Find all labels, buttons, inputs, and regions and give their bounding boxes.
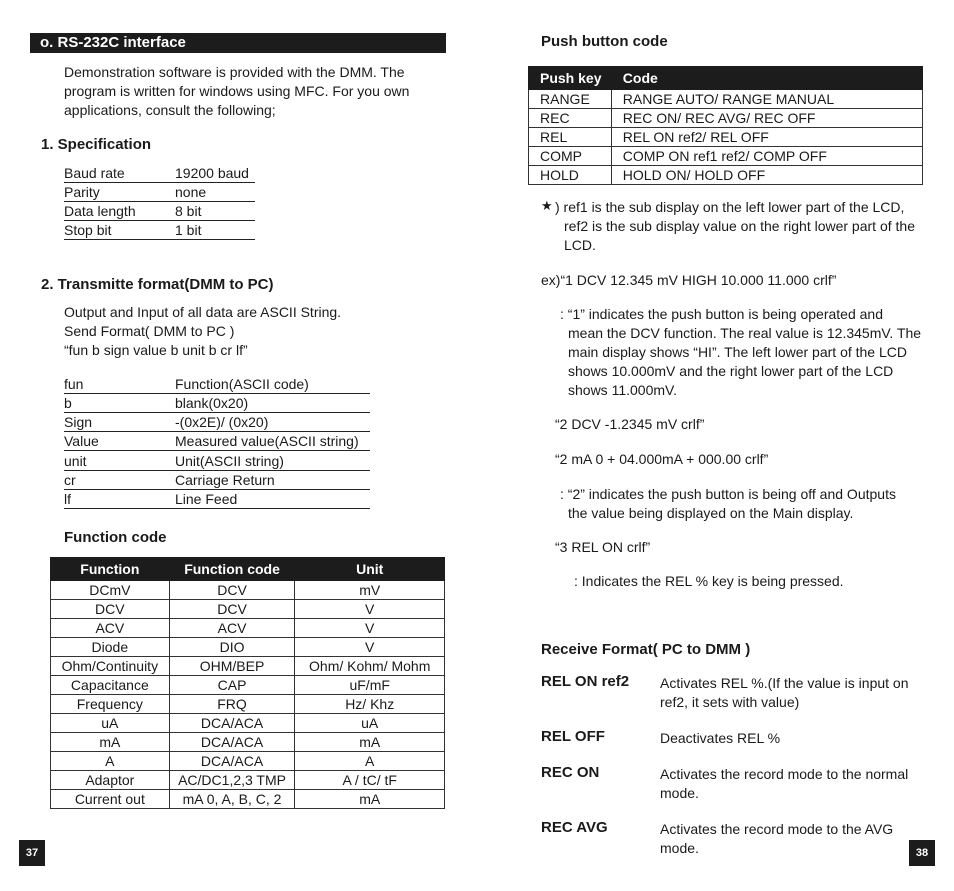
field-key: lf bbox=[64, 491, 71, 507]
field-value: Unit(ASCII string) bbox=[175, 453, 284, 469]
table-header-row bbox=[51, 558, 445, 581]
table-row bbox=[529, 128, 923, 147]
push-button-code-heading: Push button code bbox=[541, 33, 668, 50]
table-cell: DCA/ACA bbox=[169, 733, 295, 752]
column-header: Function bbox=[51, 558, 170, 581]
spec-row bbox=[64, 164, 255, 183]
intro-line: Demonstration software is provided with the DMM. The bbox=[64, 64, 405, 80]
note-line: LCD. bbox=[564, 237, 596, 253]
table-row bbox=[51, 714, 445, 733]
push-button-code-table bbox=[528, 66, 923, 185]
field-key: Value bbox=[64, 433, 99, 449]
table-row bbox=[51, 619, 445, 638]
column-header: Push key bbox=[529, 67, 612, 90]
explanation-2 bbox=[560, 485, 896, 523]
table-cell: DIO bbox=[169, 638, 295, 657]
field-row bbox=[64, 452, 370, 471]
table-cell: REC ON/ REC AVG/ REC OFF bbox=[611, 109, 922, 128]
table-cell: DCA/ACA bbox=[169, 752, 295, 771]
table-cell: REL ON ref2/ REL OFF bbox=[611, 128, 922, 147]
table-cell: RANGE AUTO/ RANGE MANUAL bbox=[611, 90, 922, 109]
explain-line: shows 10.000mV and the right lower part of the LCD bbox=[568, 363, 894, 379]
table-row bbox=[51, 790, 445, 809]
table-header-row bbox=[529, 67, 923, 90]
table-cell: A / tC/ tF bbox=[295, 771, 445, 790]
table-cell: V bbox=[295, 619, 445, 638]
table-row bbox=[51, 733, 445, 752]
table-cell: V bbox=[295, 600, 445, 619]
table-cell: REL bbox=[529, 128, 612, 147]
table-cell: DCmV bbox=[51, 581, 170, 600]
command-name: REL ON ref2 bbox=[541, 673, 630, 690]
explain-line: mean the DCV function. The real value is 12.345mV. The bbox=[568, 325, 922, 341]
table-cell: Frequency bbox=[51, 695, 170, 714]
function-code-table bbox=[50, 557, 445, 809]
table-cell: Ohm/Continuity bbox=[51, 657, 170, 676]
field-key: Sign bbox=[64, 414, 93, 430]
table-cell: RANGE bbox=[529, 90, 612, 109]
section-title-bar bbox=[30, 33, 446, 53]
table-row bbox=[51, 581, 445, 600]
table-cell: Capacitance bbox=[51, 676, 170, 695]
spec-row bbox=[64, 202, 255, 221]
table-row bbox=[51, 638, 445, 657]
desc-line: Activates REL %.(If the value is input on bbox=[660, 675, 909, 691]
field-row bbox=[64, 375, 370, 394]
table-cell: COMP ON ref1 ref2/ COMP OFF bbox=[611, 147, 922, 166]
desc-line: Deactivates REL % bbox=[660, 730, 781, 746]
spec-value: 8 bit bbox=[175, 203, 202, 219]
table-cell: DCV bbox=[169, 600, 295, 619]
field-key: fun bbox=[64, 376, 84, 392]
spec-row bbox=[64, 183, 255, 202]
specification-heading: 1. Specification bbox=[41, 136, 152, 153]
page-number-right: 38 bbox=[909, 840, 935, 866]
explain-line: the value being displayed on the Main display. bbox=[568, 505, 854, 521]
table-cell: Current out bbox=[51, 790, 170, 809]
spec-key: Parity bbox=[64, 184, 100, 200]
table-cell: DCV bbox=[169, 581, 295, 600]
table-row bbox=[529, 109, 923, 128]
command-description bbox=[660, 765, 908, 803]
field-row bbox=[64, 490, 370, 509]
transmit-format-heading: 2. Transmitte format(DMM to PC) bbox=[41, 276, 274, 293]
table-cell: FRQ bbox=[169, 695, 295, 714]
function-code-heading: Function code bbox=[64, 529, 167, 546]
transmit-line: Send Format( DMM to PC ) bbox=[64, 323, 235, 339]
field-value: Measured value(ASCII string) bbox=[175, 433, 359, 449]
command-description bbox=[660, 820, 893, 858]
table-row bbox=[51, 752, 445, 771]
table-cell: A bbox=[295, 752, 445, 771]
table-row bbox=[529, 147, 923, 166]
table-row bbox=[51, 657, 445, 676]
example-2: “2 DCV -1.2345 mV crlf” bbox=[555, 416, 705, 432]
command-description bbox=[660, 674, 909, 712]
table-cell: Ohm/ Kohm/ Mohm bbox=[295, 657, 445, 676]
table-cell: REC bbox=[529, 109, 612, 128]
example-1: ex)“1 DCV 12.345 mV HIGH 10.000 11.000 crlf” bbox=[541, 272, 837, 288]
field-row bbox=[64, 471, 370, 490]
column-header: Code bbox=[611, 67, 922, 90]
table-cell: CAP bbox=[169, 676, 295, 695]
desc-line: mode. bbox=[660, 785, 699, 801]
table-cell: HOLD bbox=[529, 166, 612, 185]
desc-line: Activates the record mode to the normal bbox=[660, 766, 909, 782]
explanation-3: : Indicates the REL % key is being pressed. bbox=[574, 573, 844, 589]
table-cell: mA 0, A, B, C, 2 bbox=[169, 790, 295, 809]
field-key: unit bbox=[64, 453, 87, 469]
spec-key: Stop bit bbox=[64, 222, 112, 238]
command-name: REL OFF bbox=[541, 728, 605, 745]
intro-paragraph bbox=[64, 63, 409, 120]
field-value: blank(0x20) bbox=[175, 395, 249, 411]
table-cell: HOLD ON/ HOLD OFF bbox=[611, 166, 922, 185]
table-cell: ACV bbox=[51, 619, 170, 638]
desc-line: ref2, it sets with value) bbox=[660, 694, 800, 710]
field-key: cr bbox=[64, 472, 76, 488]
table-cell: DCA/ACA bbox=[169, 714, 295, 733]
spec-value: none bbox=[175, 184, 207, 200]
example-4: “3 REL ON crlf” bbox=[555, 539, 651, 555]
intro-line: program is written for windows using MFC. For you own bbox=[64, 83, 410, 99]
note-line: ) ref1 is the sub display on the left lower part of the LCD, bbox=[555, 199, 905, 215]
spec-value: 1 bit bbox=[175, 222, 202, 238]
spec-key: Baud rate bbox=[64, 165, 125, 181]
table-cell: ACV bbox=[169, 619, 295, 638]
section-title: o. RS-232C interface bbox=[40, 34, 186, 51]
table-cell: uA bbox=[51, 714, 170, 733]
table-row bbox=[529, 166, 923, 185]
explain-line: : “1” indicates the push button is being operated and bbox=[560, 306, 883, 322]
column-header: Function code bbox=[169, 558, 295, 581]
table-cell: mA bbox=[295, 790, 445, 809]
command-description bbox=[660, 729, 780, 748]
column-header: Unit bbox=[295, 558, 445, 581]
note-line: ref2 is the sub display value on the right lower part of the bbox=[564, 218, 915, 234]
example-3: “2 mA 0 + 04.000mA + 000.00 crlf” bbox=[555, 451, 769, 467]
table-cell: V bbox=[295, 638, 445, 657]
desc-line: Activates the record mode to the AVG bbox=[660, 821, 894, 837]
transmit-line: Output and Input of all data are ASCII String. bbox=[64, 304, 342, 320]
desc-line: mode. bbox=[660, 840, 699, 856]
table-cell: DCV bbox=[51, 600, 170, 619]
explain-line: shows 11.000mV. bbox=[568, 382, 677, 398]
receive-format-heading: Receive Format( PC to DMM ) bbox=[541, 641, 751, 658]
table-cell: Hz/ Khz bbox=[295, 695, 445, 714]
table-row bbox=[529, 90, 923, 109]
transmit-line: “fun b sign value b unit b cr lf” bbox=[64, 342, 248, 358]
field-row bbox=[64, 413, 370, 432]
field-key: b bbox=[64, 395, 72, 411]
table-cell: uA bbox=[295, 714, 445, 733]
spec-row bbox=[64, 221, 255, 240]
table-cell: OHM/BEP bbox=[169, 657, 295, 676]
field-value: Function(ASCII code) bbox=[175, 376, 309, 392]
table-cell: mA bbox=[51, 733, 170, 752]
explain-line: : “2” indicates the push button is being off and Outputs bbox=[560, 486, 896, 502]
table-row bbox=[51, 676, 445, 695]
ref-note bbox=[555, 198, 915, 255]
star-icon: ★ bbox=[541, 198, 553, 213]
table-cell: COMP bbox=[529, 147, 612, 166]
table-cell: Diode bbox=[51, 638, 170, 657]
explain-line: main display shows “HI”. The left lower part of the LCD bbox=[568, 344, 907, 360]
spec-key: Data length bbox=[64, 203, 136, 219]
transmit-format-text bbox=[64, 303, 341, 360]
intro-line: applications, consult the following; bbox=[64, 102, 276, 118]
table-cell: AC/DC1,2,3 TMP bbox=[169, 771, 295, 790]
table-cell: A bbox=[51, 752, 170, 771]
page-number-left: 37 bbox=[19, 840, 45, 866]
command-name: REC AVG bbox=[541, 819, 608, 836]
table-cell: Adaptor bbox=[51, 771, 170, 790]
spec-value: 19200 baud bbox=[175, 165, 249, 181]
table-cell: mV bbox=[295, 581, 445, 600]
table-cell: uF/mF bbox=[295, 676, 445, 695]
table-cell: mA bbox=[295, 733, 445, 752]
field-value: -(0x2E)/ (0x20) bbox=[175, 414, 269, 430]
table-row bbox=[51, 695, 445, 714]
field-value: Carriage Return bbox=[175, 472, 275, 488]
field-row bbox=[64, 394, 370, 413]
field-value: Line Feed bbox=[175, 491, 238, 507]
table-row bbox=[51, 771, 445, 790]
field-row bbox=[64, 432, 370, 451]
table-row bbox=[51, 600, 445, 619]
command-name: REC ON bbox=[541, 764, 600, 781]
explanation-1 bbox=[560, 305, 921, 400]
